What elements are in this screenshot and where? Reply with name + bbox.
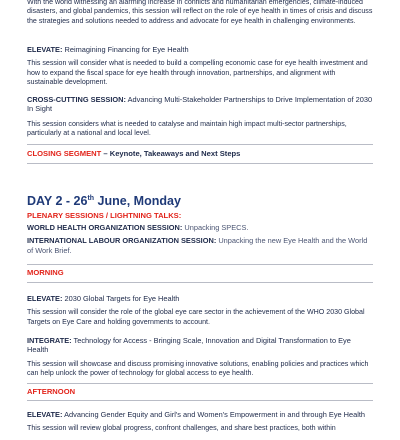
session-technology [27,336,373,378]
session-type: ELEVATE: [27,410,63,419]
afternoon-heading-row [27,387,373,397]
intro-text: With the world witnessing an alarming increase in conflicts and humanitarian emergencies, climate-induced disasters, and global pandemics, this session will reflect on the role of eye health in times of crisis and discuss the strategies and solutions needed to address and advocate for eye health in challenging environments. [27,0,373,25]
session-global-targets [27,294,373,327]
divider [27,144,373,145]
plenary-org: WORLD HEALTH ORGANIZATION SESSION: [27,223,183,232]
session-description: This session will review global progress, confront challenges, and share best practices, both within [27,424,336,433]
session-type: INTEGRATE: [27,336,72,345]
session-description: This session will consider what is needed to build a compelling economic case for eye health investment and how to expand the fiscal space for eye health through innovation, partnerships, and alignment with sustainable development. [27,59,368,86]
divider [27,383,373,384]
session-description: This session will showcase and discuss promising innovative solutions, enabling policies and practices which can help unlock the power of technology for global access to eye health. [27,359,369,378]
day-date: June, Monday [94,194,181,209]
session-title: Technology for Access - Bringing Scale, Innovation and Digital Transformation to Eye Health [27,336,351,355]
day-suffix: th [87,195,95,202]
divider [27,282,373,283]
session-title: 2030 Global Targets for Eye Health [64,294,180,303]
plenary-item [27,223,373,232]
session-heading [27,45,373,54]
session-heading [27,336,373,355]
day-heading [27,191,181,209]
closing-segment [27,149,373,159]
session-gender-equity [27,410,373,434]
intro-section [27,0,373,26]
session-type: CROSS-CUTTING SESSION: [27,95,126,104]
plenary-detail: Unpacking the new Eye Health and the World of Work Brief. [27,236,368,255]
session-type: ELEVATE: [27,294,63,303]
plenary-org: INTERNATIONAL LABOUR ORGANIZATION SESSION: [27,236,217,246]
morning-heading-row [27,268,373,278]
afternoon-heading: AFTERNOON [27,387,76,396]
session-title: Advancing Multi-Stakeholder Partnerships to Drive Implementation of 2030 In Sight [27,95,373,114]
closing-text: – Keynote, Takeaways and Next Steps [101,149,241,158]
divider [27,163,373,164]
session-heading [27,410,373,419]
session-title: Reimagining Financing for Eye Health [64,45,189,54]
day-number: DAY 2 - 26 [27,194,88,209]
session-partnerships [27,95,373,138]
closing-line [27,149,373,159]
session-type: ELEVATE: [27,45,63,54]
session-heading [27,95,373,114]
session-heading [27,294,373,303]
plenary-detail: Unpacking SPECS. [182,223,249,232]
divider [27,400,373,401]
plenary-item [27,236,373,255]
session-title: Advancing Gender Equity and Girl's and Women's Empowerment in and through Eye Health [64,410,366,419]
closing-label: CLOSING SEGMENT [27,149,102,158]
divider [27,264,373,265]
morning-heading: MORNING [27,268,64,277]
plenary-section [27,211,373,255]
plenary-heading: PLENARY SESSIONS / LIGHTNING TALKS: [27,211,182,220]
session-description: This session considers what is needed to catalyse and maintain high impact multi-sector partnerships, particularly at a national and local level. [27,119,347,138]
session-financing [27,45,373,87]
session-description: This session will consider the role of the global eye care sector in the achievement of the WHO 2030 Global Targets on Eye Care and holding governments to account. [27,308,365,326]
